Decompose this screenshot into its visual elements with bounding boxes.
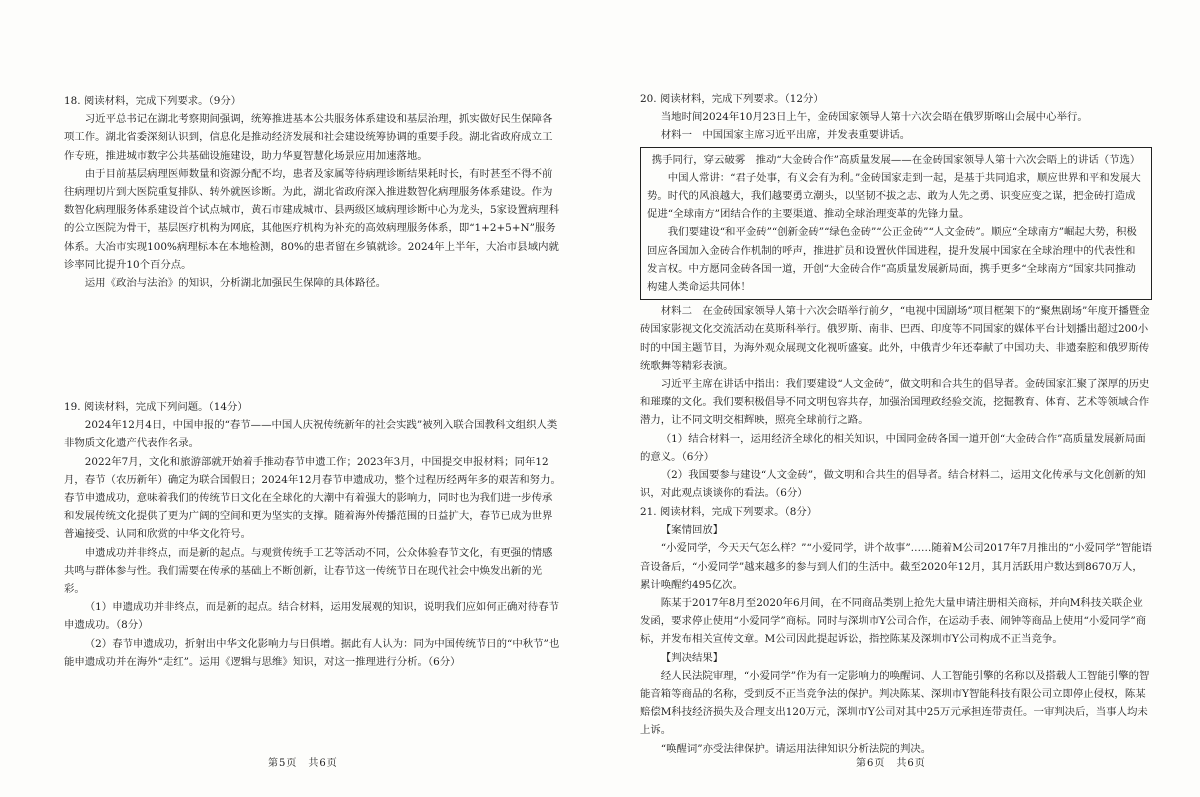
case-label: 【案情回放】	[660, 524, 724, 537]
question-19-paragraph: 2022年7月，文化和旅游部就开始着手推动春节申遗工作；2023年3月，中国提交申报材料；同年12月，春节（农历新年）确定为联合国假日；2024年12月春节申遗成功，整个过程历经两年多的艰苦和努力。春节申遗成功，意味着我们的传统节日文化在全球化的大潮中有着强大的影响力，同时也为我们进一步传承和发展传统文化提供了更为广阔的空间和更为坚实的支撑。随着海外传播范围的日益扩大，春节已成为世界普遍接受、认同和欣赏的中华文化符号。	[64, 455, 561, 541]
speech-paragraph: 中国人常讲：“君子处事，有义会有为利。”金砖国家走到一起，是基于共同追求，顺应世界和平和发展大势。时代的风浪越大，我们越要勇立潮头，以坚韧不拔之志、敢为人先之勇、识变应变之谋，把金砖打造成促进“全球南方”团结合作的主要渠道、推动全球治理变革的先锋力量。	[647, 171, 1141, 221]
question-20-intro: 当地时间2024年10月23日上午，金砖国家领导人第十六次会晤在俄罗斯喀山会展中心举行。	[660, 111, 1088, 124]
result-paragraph: 经人民法院审理，“小爱同学”作为有一定影响力的唤醒词、人工智能引擎的名称以及搭载人工智能引擎的智能音箱等商品的名称，受到反不正当竞争法的保护。判决陈某、深圳市Y智能科技有限公司立即停止侵权，陈某赔偿M科技经济损失及合理支出120万元，深圳市Y公司对其中25万元承担连带责任。一审判决后，当事人均未上诉。	[640, 669, 1150, 737]
question-20-heading: 20. 阅读材料，完成下列要求。（12分）	[640, 93, 824, 105]
question-20-sub-2: （2）我国要参与建设“人文金砖”，做文明和合共生的倡导者。结合材料二，运用文化传承与文化创新的知识，对此观点谈谈你的看法。（6分）	[640, 469, 1146, 500]
question-19	[64, 398, 562, 671]
result-paragraph: “唤醒词”亦受法律保护。请运用法律知识分析法院的判决。	[660, 742, 932, 755]
material-1-label: 材料一 中国国家主席习近平出席，并发表重要讲话。	[660, 129, 911, 142]
material-2-continued: 习近平主席在讲话中指出：我们要建设“人文金砖”，做文明和合共生的倡导者。金砖国家汇聚了深厚的历史和璀璨的文化。我们要积极倡导不同文明包容共存，加强治国理政经验交流，挖掘教育、体育、艺术等领域合作潜力，让不同文明交相辉映，照亮全球前行之路。	[640, 378, 1150, 427]
question-20	[640, 90, 1152, 502]
question-19-paragraph: 申遗成功并非终点，而是新的起点。与观赏传统手工艺等活动不同，公众体验春节文化，有更强的情感共鸣与群体参与性。我们需要在传承的基础上不断创新，让春节这一传统节日在现代社会中焕发出新的光彩。	[64, 546, 553, 596]
page-number-right: 第6页 共6页	[856, 758, 926, 769]
speech-paragraph: 我们要建设“和平金砖”“创新金砖”“绿色金砖”“公正金砖”“人文金砖”。顺应“全球南方”崛起大势，积极回应各国加入金砖合作机制的呼声，推进扩员和设置伙伴国进程，提升发展中国家在全球治理中的代表性和发言权。中方愿同金砖各国一道，开创“大金砖合作”高质量发展新局面，携手更多“全球南方”国家共同推动构建人类命运共同体！	[647, 226, 1137, 294]
question-18	[64, 92, 562, 292]
question-18-prompt: 运用《政治与法治》的知识，分析湖北加强民生保障的具体路径。	[84, 277, 387, 290]
question-18-paragraph: 由于目前基层病理医师数量和资源分配不均，患者及家属等待病理诊断结果耗时长，有时甚至不得不前往病理切片到大医院重复排队、转外就医诊断。为此，湖北省政府深入推进数智化病理服务体系建设。作为数智化病理服务体系建设首个试点城市，黄石市建成城市、县两级区域病理诊断中心为龙头，5家设置病理科的公立医院为骨干，基层医疗机构为网底，其他医疗机构为补充的高效病理服务体系，即“1+2+5+N”服务体系。大冶市实现100%病理标本在本地检测，80%的患者留在乡镇就诊。2024年上半年，大冶市县域内就诊率同比提升10个百分点。	[64, 167, 559, 271]
right-page	[600, 0, 1200, 797]
speech-excerpt-box	[640, 147, 1152, 301]
case-paragraph: “小爱同学，今天天气怎么样？”“小爱同学，讲个故事”……随着M公司2017年7月推出的“小爱同学”智能语音设备后，“小爱同学”越来越多的参与到人们的生活中。截至2020年12月，其月活跃用户数达到8670万人，累计唤醒约495亿次。	[640, 542, 1152, 591]
question-19-sub-2: （2）春节申遗成功，折射出中华文化影响力与日俱增。据此有人认为：同为中国传统节日的“中秋节”也能申遗成功并在海外“走红”。运用《逻辑与思维》知识，对这一推理进行分析。（6分）	[64, 637, 560, 668]
case-paragraph: 陈某于2017年8月至2020年6月间，在不同商品类别上抢先大量申请注册相关商标，并向M科技关联企业发函，要求停止使用“小爱同学”商标。同时与深圳市Y公司合作，在运动手表、闹钟等商品上使用“小爱同学”商标，并发布相关宣传文章。M公司因此提起诉讼，指控陈某及深圳市Y公司构成不正当竞争。	[640, 597, 1147, 646]
speech-title: 携手同行，穿云破雾 推动“大金砖合作”高质量发展——在金砖国家领导人第十六次会晤上的讲话（节选）	[651, 153, 1141, 166]
page-number-left: 第5页 共6页	[268, 758, 338, 769]
result-label: 【判决结果】	[660, 651, 724, 664]
question-21	[640, 503, 1152, 758]
question-19-paragraph: 2024年12月4日，中国申报的“春节——中国人庆祝传统新年的社会实践”被列入联合国教科文组织人类非物质文化遗产代表作名录。	[64, 419, 558, 450]
question-18-heading: 18. 阅读材料，完成下列要求。（9分）	[64, 95, 242, 107]
material-2: 材料二 在金砖国家领导人第十六次会晤举行前夕，“电视中国剧场”项目框架下的“聚焦剧场”年度开播暨金砖国家影视文化交流活动在莫斯科举行。俄罗斯、南非、巴西、印度等不同国家的媒体平台计划播出超过200小时的中国主题节目，为海外观众展现文化视听盛宴。此外，中俄青少年还奉献了中国功夫、非遗秦腔和俄罗斯传统歌舞等精彩表演。	[640, 305, 1150, 372]
question-18-paragraph: 习近平总书记在湖北考察期间强调，统筹推进基本公共服务体系建设和基层治理，抓实做好民生保障各项工作。湖北省委深刻认识到，信息化是推动经济发展和社会建设统筹协调的重要手段。湖北省政府成立工作专班，推进城市数字公共基础设施建设，助力华夏智慧化场景应用加速落地。	[64, 113, 553, 162]
question-19-sub-1: （1）申遗成功并非终点，而是新的起点。结合材料，运用发展观的知识，说明我们应如何正确对待春节申遗成功。（8分）	[64, 601, 559, 632]
question-21-heading: 21. 阅读材料，完成下列要求。（8分）	[640, 506, 818, 518]
question-19-heading: 19. 阅读材料，完成下列问题。（14分）	[64, 401, 248, 413]
question-20-sub-1: （1）结合材料一，运用经济全球化的相关知识，中国同金砖各国一道开创“大金砖合作”高质量发展新局面的意义。（6分）	[640, 432, 1146, 463]
